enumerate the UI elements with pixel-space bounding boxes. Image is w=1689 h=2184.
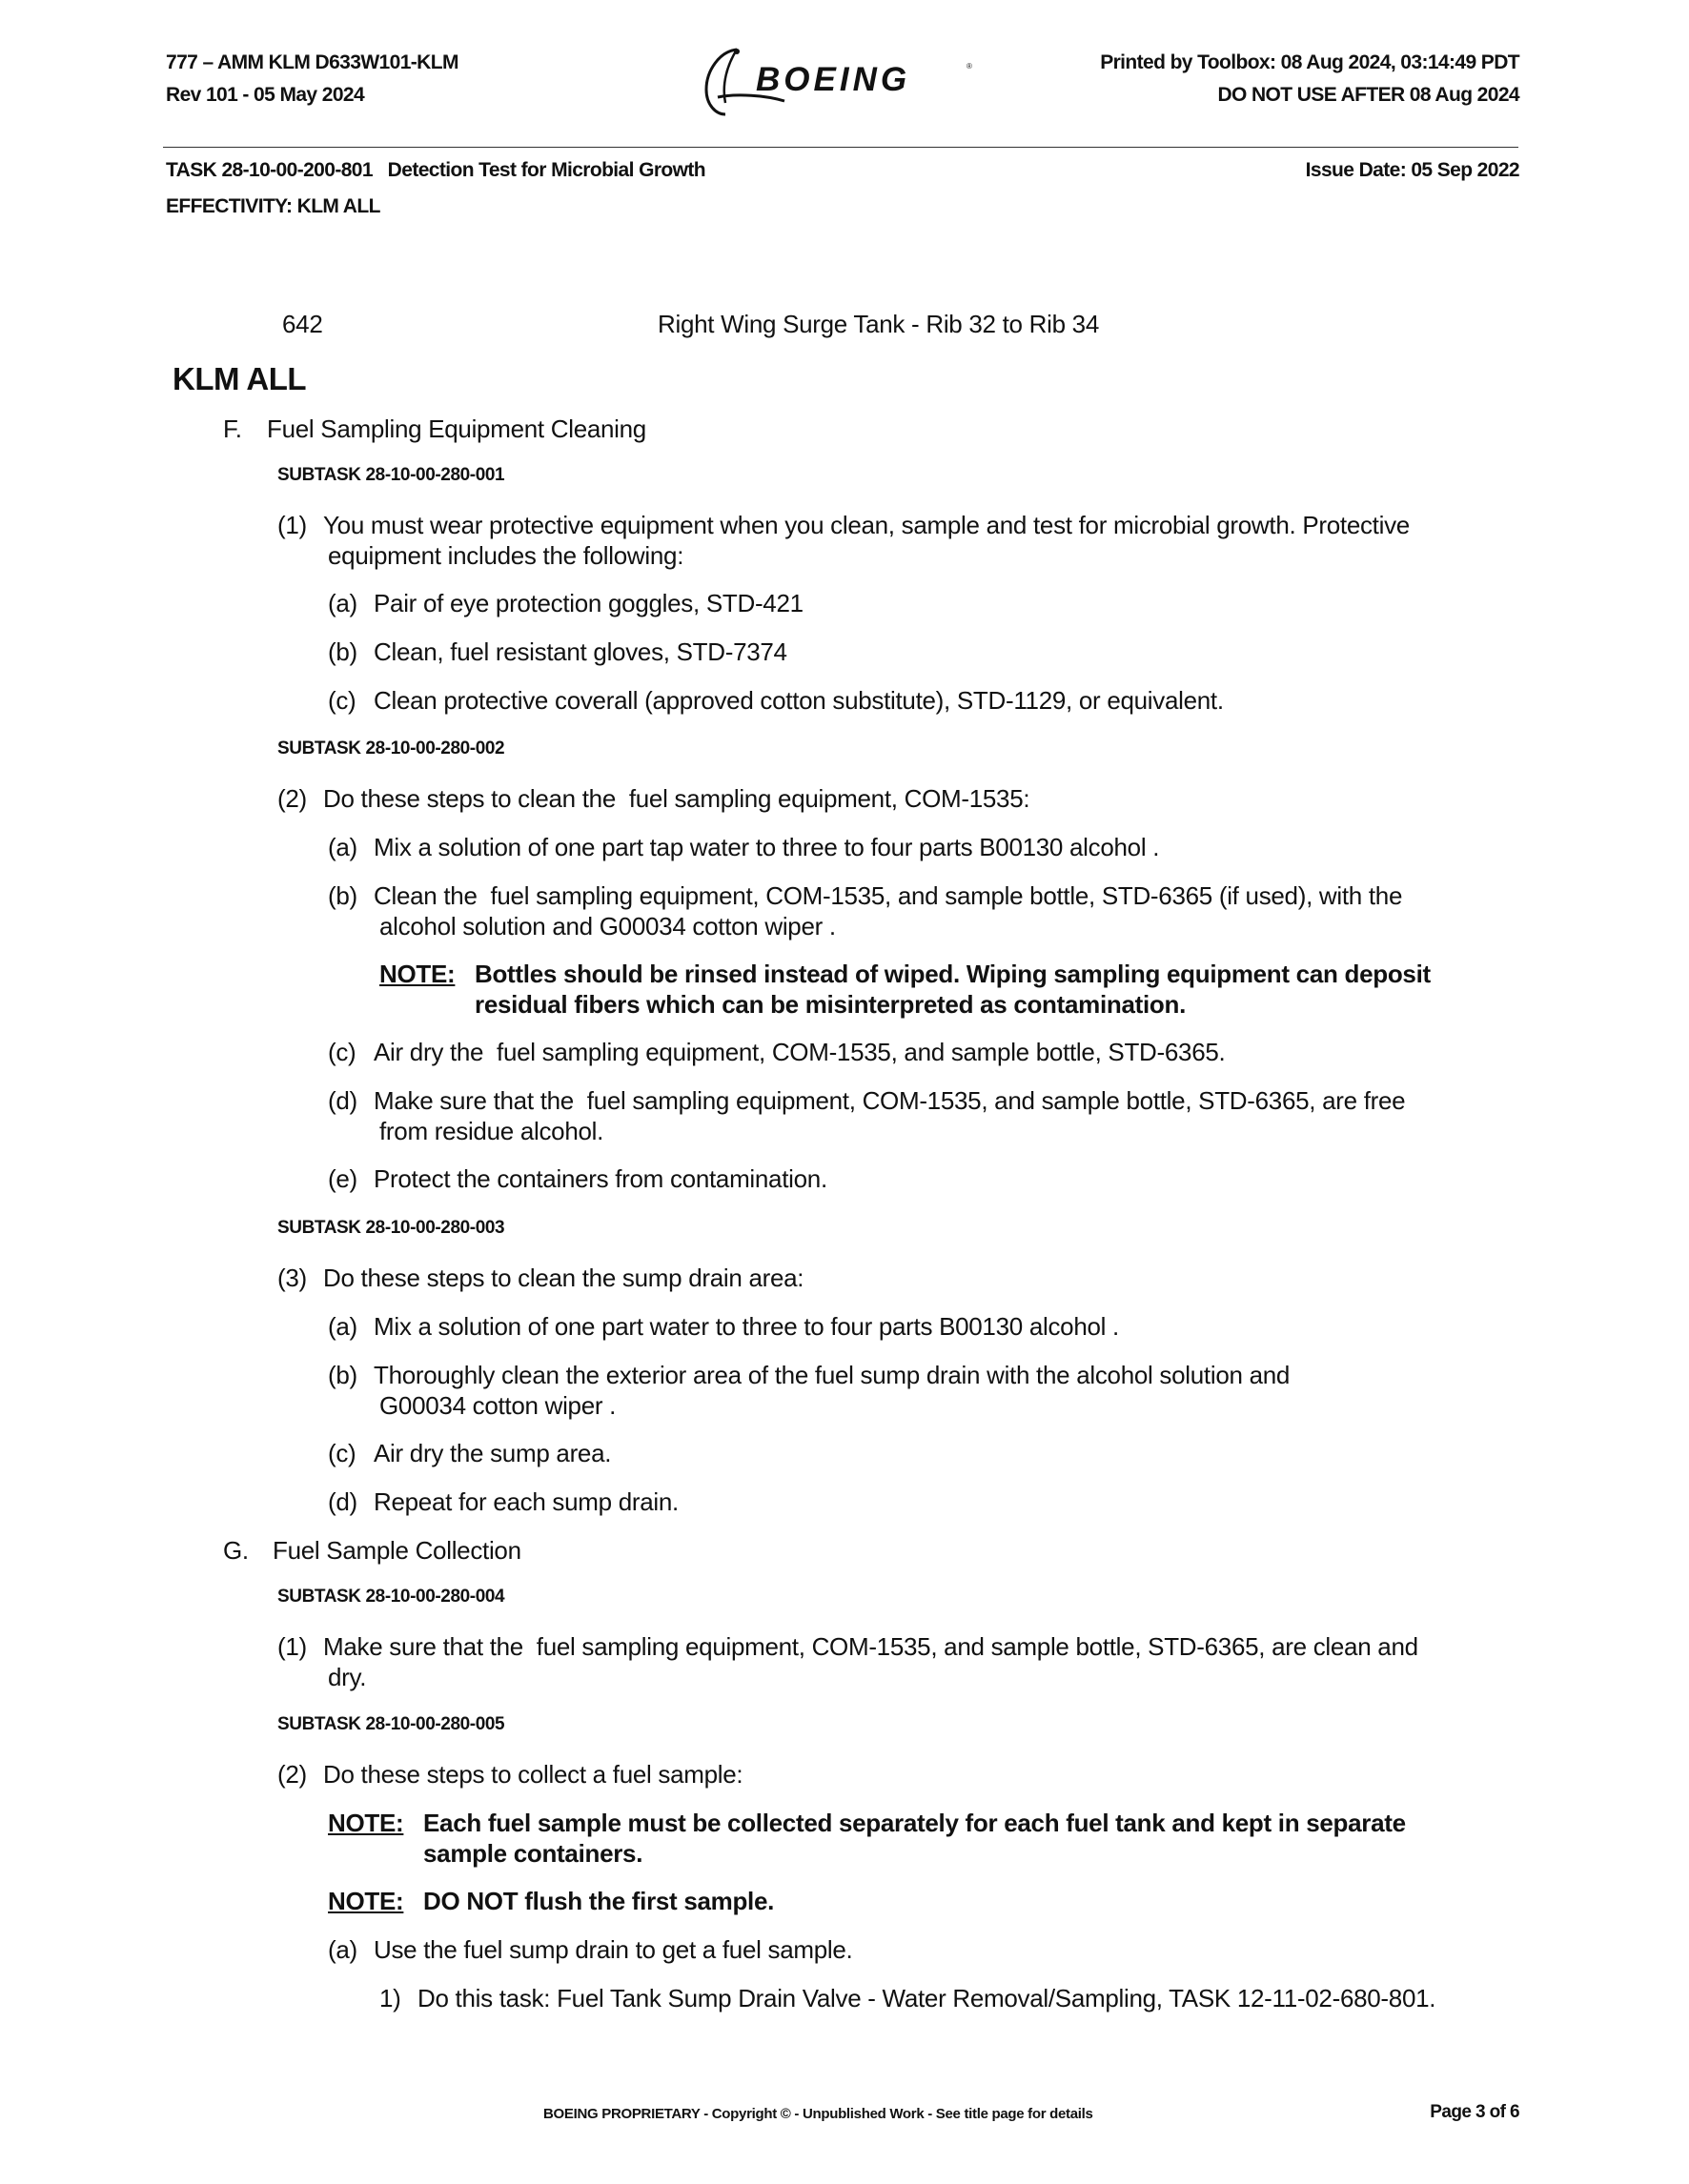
substep-f1b xyxy=(328,637,787,667)
substep-g2a1 xyxy=(379,1984,1435,2013)
substep-f2e xyxy=(328,1164,827,1194)
substep-text: Air dry the fuel sampling equipment, COM-1535, and sample bottle, STD-6365. xyxy=(374,1038,1226,1066)
substep-text: Pair of eye protection goggles, STD-421 xyxy=(374,589,804,617)
substep-text: Make sure that the fuel sampling equipment, COM-1535, and sample bottle, STD-6365, are free xyxy=(374,1086,1406,1115)
boeing-logo-text: BOEING xyxy=(756,61,911,98)
substep-text: Thoroughly clean the exterior area of the fuel sump drain with the alcohol solution and xyxy=(374,1361,1291,1389)
substep-f2d xyxy=(328,1086,1405,1116)
note-text-continued: sample containers. xyxy=(423,1839,643,1868)
substep-label: (d) xyxy=(328,1086,357,1115)
substep-text: Mix a solution of one part water to three to four parts B00130 alcohol . xyxy=(374,1312,1119,1341)
step-f3 xyxy=(277,1264,804,1293)
do-not-use-after: DO NOT USE AFTER 08 Aug 2024 xyxy=(1217,84,1519,106)
note-text: Each fuel sample must be collected separately for each fuel tank and kept in separate xyxy=(423,1809,1406,1837)
effectivity: EFFECTIVITY: KLM ALL xyxy=(166,195,380,217)
note-3 xyxy=(328,1887,774,1916)
substep-label: (b) xyxy=(328,881,357,910)
subtask-id: SUBTASK 28-10-00-280-004 xyxy=(277,1587,505,1607)
substep-text: Use the fuel sump drain to get a fuel sample. xyxy=(374,1935,853,1964)
subtask-id: SUBTASK 28-10-00-280-001 xyxy=(277,465,505,485)
note-label: NOTE: xyxy=(328,1887,404,1915)
substep-label: (b) xyxy=(328,637,357,666)
printed-by: Printed by Toolbox: 08 Aug 2024, 03:14:49 PDT xyxy=(1100,51,1519,73)
step-f2 xyxy=(277,784,1029,814)
subtask-id: SUBTASK 28-10-00-280-002 xyxy=(277,738,505,758)
step-label: (1) xyxy=(277,1632,307,1661)
substep-label: (a) xyxy=(328,1312,357,1341)
document-id: 777 – AMM KLM D633W101-KLM xyxy=(166,51,458,73)
substep-text-continued: alcohol solution and G00034 cotton wiper . xyxy=(379,912,836,940)
task-title: TASK 28-10-00-200-801 Detection Test for Microbial Growth xyxy=(166,159,705,181)
revision: Rev 101 - 05 May 2024 xyxy=(166,84,365,106)
issue-date: Issue Date: 05 Sep 2022 xyxy=(1305,159,1519,181)
svg-text:®: ® xyxy=(967,62,972,71)
section-g-heading xyxy=(223,1536,521,1566)
boeing-logo xyxy=(699,46,975,118)
step-text: Do these steps to clean the sump drain area: xyxy=(323,1264,804,1292)
substep-text: Clean protective coverall (approved cotton substitute), STD-1129, or equivalent. xyxy=(374,686,1224,715)
step-label: (2) xyxy=(277,784,307,813)
substep-f3b xyxy=(328,1361,1290,1390)
substep-f1a xyxy=(328,589,804,618)
step-text: Do these steps to clean the fuel sampling equipment, COM-1535: xyxy=(323,784,1030,813)
substep-f2c xyxy=(328,1038,1225,1067)
substep-label: (a) xyxy=(328,1935,357,1964)
section-title: Fuel Sample Collection xyxy=(273,1536,521,1565)
boeing-logo-icon xyxy=(699,46,975,118)
note-2 xyxy=(328,1809,1406,1838)
note-1 xyxy=(379,960,1431,989)
substep-text: Air dry the sump area. xyxy=(374,1439,612,1467)
step-g2 xyxy=(277,1760,743,1790)
substep-label: (c) xyxy=(328,1038,356,1066)
substep-label: (a) xyxy=(328,589,357,617)
note-text-continued: residual fibers which can be misinterpreted as contamination. xyxy=(475,990,1187,1019)
note-label: NOTE: xyxy=(328,1809,404,1837)
section-label: G. xyxy=(223,1536,249,1565)
substep-label: (c) xyxy=(328,1439,356,1467)
substep-g2a xyxy=(328,1935,852,1965)
zone-number: 642 xyxy=(282,310,323,338)
substep-text: Mix a solution of one part tap water to three to four parts B00130 alcohol . xyxy=(374,833,1160,861)
step-f1 xyxy=(277,511,1410,540)
step-label: (1) xyxy=(277,511,307,539)
substep-text: Repeat for each sump drain. xyxy=(374,1487,679,1516)
substep-label: 1) xyxy=(379,1984,401,2012)
section-f-heading xyxy=(223,415,646,444)
step-text-continued: dry. xyxy=(328,1663,367,1691)
substep-f3d xyxy=(328,1487,679,1517)
note-label: NOTE: xyxy=(379,960,456,988)
zone-name: Right Wing Surge Tank - Rib 32 to Rib 34 xyxy=(658,310,1099,338)
step-label: (3) xyxy=(277,1264,307,1292)
subtask-id: SUBTASK 28-10-00-280-003 xyxy=(277,1218,505,1238)
note-text: DO NOT flush the first sample. xyxy=(423,1887,775,1915)
substep-text: Clean, fuel resistant gloves, STD-7374 xyxy=(374,637,787,666)
substep-f2b xyxy=(328,881,1402,911)
substep-text: Clean the fuel sampling equipment, COM-1535, and sample bottle, STD-6365 (if used), with the xyxy=(374,881,1403,910)
substep-f3c xyxy=(328,1439,611,1468)
substep-label: (c) xyxy=(328,686,356,715)
section-label: F. xyxy=(223,415,242,443)
substep-label: (d) xyxy=(328,1487,357,1516)
substep-f1c xyxy=(328,686,1224,716)
step-label: (2) xyxy=(277,1760,307,1789)
substep-f2a xyxy=(328,833,1159,862)
step-text: Make sure that the fuel sampling equipment, COM-1535, and sample bottle, STD-6365, are clean and xyxy=(323,1632,1418,1661)
substep-label: (b) xyxy=(328,1361,357,1389)
proprietary-notice: BOEING PROPRIETARY - Copyright © - Unpublished Work - See title page for details xyxy=(543,2106,1093,2122)
page-number: Page 3 of 6 xyxy=(1430,2102,1519,2122)
effectivity-heading: KLM ALL xyxy=(173,361,307,396)
header-divider xyxy=(163,147,1518,148)
substep-label: (a) xyxy=(328,833,357,861)
substep-text: Do this task: Fuel Tank Sump Drain Valve - Water Removal/Sampling, TASK 12-11-02-680-801. xyxy=(417,1984,1436,2012)
step-text-continued: equipment includes the following: xyxy=(328,541,684,570)
subtask-id: SUBTASK 28-10-00-280-005 xyxy=(277,1714,505,1734)
step-text: You must wear protective equipment when you clean, sample and test for microbial growth. Protective xyxy=(323,511,1410,539)
step-text: Do these steps to collect a fuel sample: xyxy=(323,1760,743,1789)
step-g1 xyxy=(277,1632,1418,1662)
note-text: Bottles should be rinsed instead of wiped. Wiping sampling equipment can deposit xyxy=(475,960,1431,988)
substep-label: (e) xyxy=(328,1164,357,1193)
substep-f3a xyxy=(328,1312,1119,1342)
substep-text: Protect the containers from contamination. xyxy=(374,1164,827,1193)
substep-text-continued: G00034 cotton wiper . xyxy=(379,1391,617,1420)
substep-text-continued: from residue alcohol. xyxy=(379,1117,604,1145)
section-title: Fuel Sampling Equipment Cleaning xyxy=(267,415,646,443)
